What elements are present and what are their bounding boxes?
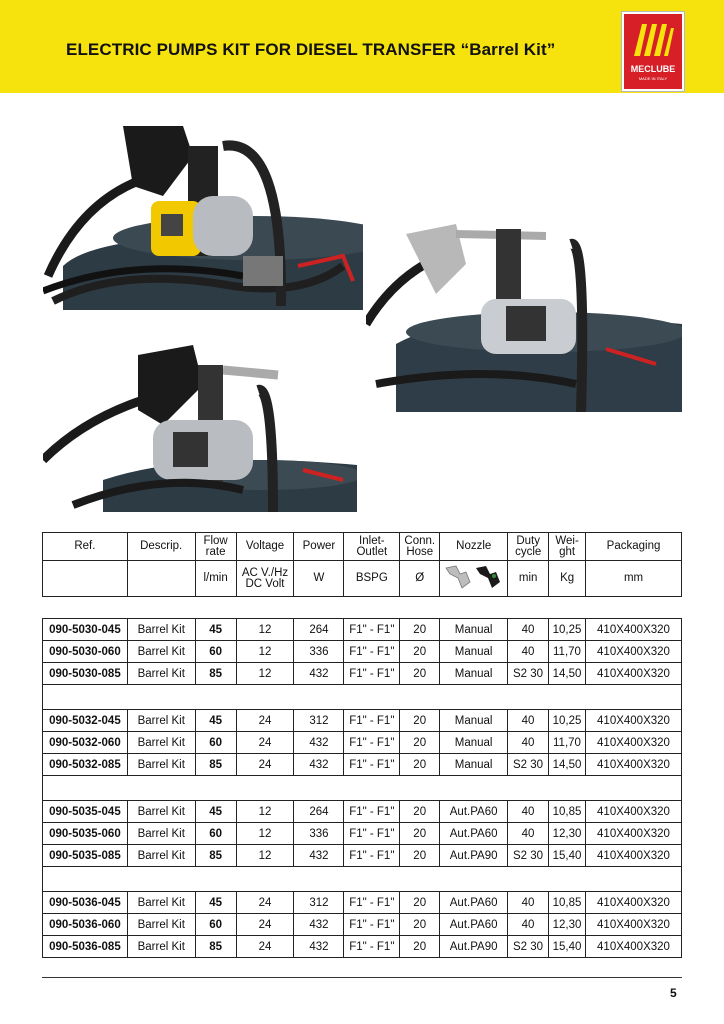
unit-voltage: AC V./Hz DC Volt — [236, 561, 294, 597]
cell-nozzle: Manual — [440, 732, 508, 754]
table-row — [43, 914, 682, 936]
header-packaging: Packaging — [586, 533, 682, 561]
footer-rule — [42, 977, 682, 978]
cell-duty-cycle: 40 — [508, 619, 549, 641]
cell-power: 432 — [294, 936, 344, 958]
cell-weight: 14,50 — [549, 663, 586, 685]
header-flow-rate: Flow rate — [195, 533, 236, 561]
table-header-row — [43, 533, 682, 561]
cell-conn-hose: 20 — [400, 892, 440, 914]
cell-ref: 090-5036-045 — [43, 892, 128, 914]
group-separator — [43, 685, 682, 710]
cell-power: 264 — [294, 801, 344, 823]
cell-packaging: 410X400X320 — [585, 663, 681, 685]
cell-power: 264 — [294, 619, 344, 641]
cell-descrip: Barrel Kit — [127, 732, 195, 754]
cell-inlet-outlet: F1" - F1" — [344, 801, 400, 823]
cell-inlet-outlet: F1" - F1" — [344, 892, 400, 914]
cell-voltage: 12 — [236, 619, 294, 641]
header-voltage: Voltage — [236, 533, 294, 561]
cell-inlet-outlet: F1" - F1" — [344, 823, 400, 845]
cell-voltage: 12 — [236, 823, 294, 845]
cell-weight: 15,40 — [549, 845, 586, 867]
cell-nozzle: Aut.PA60 — [440, 801, 508, 823]
cell-ref: 090-5036-085 — [43, 936, 128, 958]
logo-subtext: MADE IN ITALY — [638, 76, 668, 81]
cell-flow-rate: 60 — [195, 732, 236, 754]
cell-voltage: 24 — [236, 754, 294, 776]
table-row — [43, 801, 682, 823]
cell-weight: 11,70 — [549, 732, 586, 754]
group-separator — [43, 867, 682, 892]
cell-duty-cycle: 40 — [508, 710, 549, 732]
brand-logo — [622, 12, 684, 91]
cell-packaging: 410X400X320 — [585, 732, 681, 754]
unit-power: W — [294, 561, 344, 597]
cell-nozzle: Manual — [440, 619, 508, 641]
cell-flow-rate: 45 — [195, 619, 236, 641]
spec-header-table — [42, 532, 682, 597]
cell-flow-rate: 45 — [195, 710, 236, 732]
page-number: 5 — [670, 986, 677, 1000]
cell-conn-hose: 20 — [400, 641, 440, 663]
header-descrip: Descrip. — [127, 533, 195, 561]
cell-weight: 10,85 — [549, 892, 586, 914]
table-row — [43, 823, 682, 845]
cell-inlet-outlet: F1" - F1" — [344, 754, 400, 776]
cell-descrip: Barrel Kit — [127, 619, 195, 641]
cell-weight: 12,30 — [549, 823, 586, 845]
group-separator-cell — [43, 776, 682, 801]
cell-descrip: Barrel Kit — [127, 892, 195, 914]
cell-power: 312 — [294, 892, 344, 914]
cell-conn-hose: 20 — [400, 823, 440, 845]
cell-conn-hose: 20 — [400, 936, 440, 958]
cell-weight: 10,85 — [549, 801, 586, 823]
cell-nozzle: Manual — [440, 710, 508, 732]
logo-brand-text: MECLUBE — [630, 64, 676, 74]
cell-duty-cycle: 40 — [508, 641, 549, 663]
cell-flow-rate: 45 — [195, 801, 236, 823]
cell-weight: 11,70 — [549, 641, 586, 663]
table-row — [43, 641, 682, 663]
cell-voltage: 12 — [236, 845, 294, 867]
table-row — [43, 710, 682, 732]
cell-nozzle: Manual — [440, 754, 508, 776]
cell-duty-cycle: 40 — [508, 732, 549, 754]
cell-duty-cycle: 40 — [508, 914, 549, 936]
cell-conn-hose: 20 — [400, 663, 440, 685]
unit-packaging: mm — [586, 561, 682, 597]
cell-conn-hose: 20 — [400, 914, 440, 936]
cell-nozzle: Aut.PA90 — [440, 936, 508, 958]
cell-power: 312 — [294, 710, 344, 732]
cell-conn-hose: 20 — [400, 710, 440, 732]
cell-descrip: Barrel Kit — [127, 754, 195, 776]
cell-ref: 090-5035-060 — [43, 823, 128, 845]
cell-inlet-outlet: F1" - F1" — [344, 914, 400, 936]
cell-voltage: 24 — [236, 710, 294, 732]
cell-flow-rate: 85 — [195, 754, 236, 776]
cell-nozzle: Manual — [440, 663, 508, 685]
cell-descrip: Barrel Kit — [127, 663, 195, 685]
table-row — [43, 619, 682, 641]
page-title: ELECTRIC PUMPS KIT FOR DIESEL TRANSFER “Barrel Kit” — [66, 40, 556, 59]
table-row — [43, 892, 682, 914]
unit-duty: min — [508, 561, 549, 597]
header-nozzle: Nozzle — [440, 533, 508, 561]
cell-packaging: 410X400X320 — [585, 710, 681, 732]
cell-ref: 090-5030-045 — [43, 619, 128, 641]
header-conn-hose: Conn. Hose — [400, 533, 440, 561]
cell-duty-cycle: S2 30 — [508, 754, 549, 776]
cell-voltage: 24 — [236, 892, 294, 914]
cell-flow-rate: 45 — [195, 892, 236, 914]
cell-ref: 090-5032-085 — [43, 754, 128, 776]
cell-duty-cycle: S2 30 — [508, 936, 549, 958]
cell-voltage: 24 — [236, 936, 294, 958]
unit-flow: l/min — [195, 561, 236, 597]
cell-packaging: 410X400X320 — [585, 823, 681, 845]
cell-inlet-outlet: F1" - F1" — [344, 936, 400, 958]
group-separator-cell — [43, 867, 682, 892]
cell-descrip: Barrel Kit — [127, 801, 195, 823]
table-units-row — [43, 561, 682, 597]
cell-packaging: 410X400X320 — [585, 754, 681, 776]
cell-inlet-outlet: F1" - F1" — [344, 732, 400, 754]
header-duty-cycle: Duty cycle — [508, 533, 549, 561]
cell-inlet-outlet: F1" - F1" — [344, 619, 400, 641]
cell-packaging: 410X400X320 — [585, 845, 681, 867]
cell-duty-cycle: 40 — [508, 892, 549, 914]
group-separator — [43, 776, 682, 801]
unit-weight: Kg — [549, 561, 586, 597]
cell-flow-rate: 85 — [195, 845, 236, 867]
header-weight: Wei- ght — [549, 533, 586, 561]
cell-inlet-outlet: F1" - F1" — [344, 641, 400, 663]
cell-conn-hose: 20 — [400, 754, 440, 776]
cell-power: 336 — [294, 823, 344, 845]
cell-packaging: 410X400X320 — [585, 801, 681, 823]
spec-data-table — [42, 618, 682, 958]
cell-power: 432 — [294, 754, 344, 776]
cell-nozzle: Aut.PA60 — [440, 892, 508, 914]
header-power: Power — [294, 533, 344, 561]
unit-descrip — [127, 561, 195, 597]
cell-flow-rate: 60 — [195, 641, 236, 663]
cell-packaging: 410X400X320 — [585, 619, 681, 641]
cell-ref: 090-5032-060 — [43, 732, 128, 754]
cell-inlet-outlet: F1" - F1" — [344, 663, 400, 685]
cell-weight: 12,30 — [549, 914, 586, 936]
cell-weight: 10,25 — [549, 619, 586, 641]
cell-packaging: 410X400X320 — [585, 936, 681, 958]
cell-descrip: Barrel Kit — [127, 914, 195, 936]
cell-weight: 15,40 — [549, 936, 586, 958]
cell-inlet-outlet: F1" - F1" — [344, 710, 400, 732]
nozzle-icon — [444, 562, 504, 592]
cell-voltage: 12 — [236, 663, 294, 685]
cell-nozzle: Aut.PA90 — [440, 845, 508, 867]
cell-conn-hose: 20 — [400, 619, 440, 641]
table-row — [43, 936, 682, 958]
pump-photo-yellow-kit — [43, 116, 363, 310]
cell-descrip: Barrel Kit — [127, 710, 195, 732]
cell-descrip: Barrel Kit — [127, 641, 195, 663]
header-inlet-outlet: Inlet- Outlet — [344, 533, 400, 561]
table-row — [43, 732, 682, 754]
cell-power: 432 — [294, 845, 344, 867]
cell-inlet-outlet: F1" - F1" — [344, 845, 400, 867]
cell-nozzle: Aut.PA60 — [440, 823, 508, 845]
group-separator-cell — [43, 685, 682, 710]
unit-conn: Ø — [400, 561, 440, 597]
header-ref: Ref. — [43, 533, 128, 561]
cell-power: 432 — [294, 914, 344, 936]
cell-packaging: 410X400X320 — [585, 892, 681, 914]
cell-ref: 090-5030-060 — [43, 641, 128, 663]
cell-power: 432 — [294, 663, 344, 685]
cell-flow-rate: 85 — [195, 936, 236, 958]
cell-conn-hose: 20 — [400, 845, 440, 867]
cell-voltage: 12 — [236, 641, 294, 663]
table-row — [43, 845, 682, 867]
cell-flow-rate: 60 — [195, 823, 236, 845]
logo-m-mark-icon — [630, 20, 676, 60]
cell-ref: 090-5035-085 — [43, 845, 128, 867]
cell-duty-cycle: S2 30 — [508, 845, 549, 867]
cell-weight: 14,50 — [549, 754, 586, 776]
cell-nozzle: Manual — [440, 641, 508, 663]
cell-packaging: 410X400X320 — [585, 641, 681, 663]
cell-power: 336 — [294, 641, 344, 663]
cell-packaging: 410X400X320 — [585, 914, 681, 936]
cell-descrip: Barrel Kit — [127, 823, 195, 845]
cell-ref: 090-5032-045 — [43, 710, 128, 732]
cell-voltage: 24 — [236, 732, 294, 754]
cell-duty-cycle: 40 — [508, 823, 549, 845]
table-row — [43, 663, 682, 685]
cell-nozzle: Aut.PA60 — [440, 914, 508, 936]
cell-flow-rate: 60 — [195, 914, 236, 936]
cell-voltage: 12 — [236, 801, 294, 823]
cell-duty-cycle: 40 — [508, 801, 549, 823]
cell-conn-hose: 20 — [400, 801, 440, 823]
cell-ref: 090-5035-045 — [43, 801, 128, 823]
pump-photo-grey-kit-left — [43, 340, 357, 512]
cell-duty-cycle: S2 30 — [508, 663, 549, 685]
unit-nozzle — [440, 561, 508, 597]
cell-conn-hose: 20 — [400, 732, 440, 754]
cell-voltage: 24 — [236, 914, 294, 936]
unit-inlet: BSPG — [344, 561, 400, 597]
cell-ref: 090-5036-060 — [43, 914, 128, 936]
cell-weight: 10,25 — [549, 710, 586, 732]
cell-descrip: Barrel Kit — [127, 936, 195, 958]
cell-power: 432 — [294, 732, 344, 754]
cell-flow-rate: 85 — [195, 663, 236, 685]
table-row — [43, 754, 682, 776]
cell-ref: 090-5030-085 — [43, 663, 128, 685]
unit-ref — [43, 561, 128, 597]
pump-photo-grey-kit-right — [366, 214, 682, 412]
cell-descrip: Barrel Kit — [127, 845, 195, 867]
